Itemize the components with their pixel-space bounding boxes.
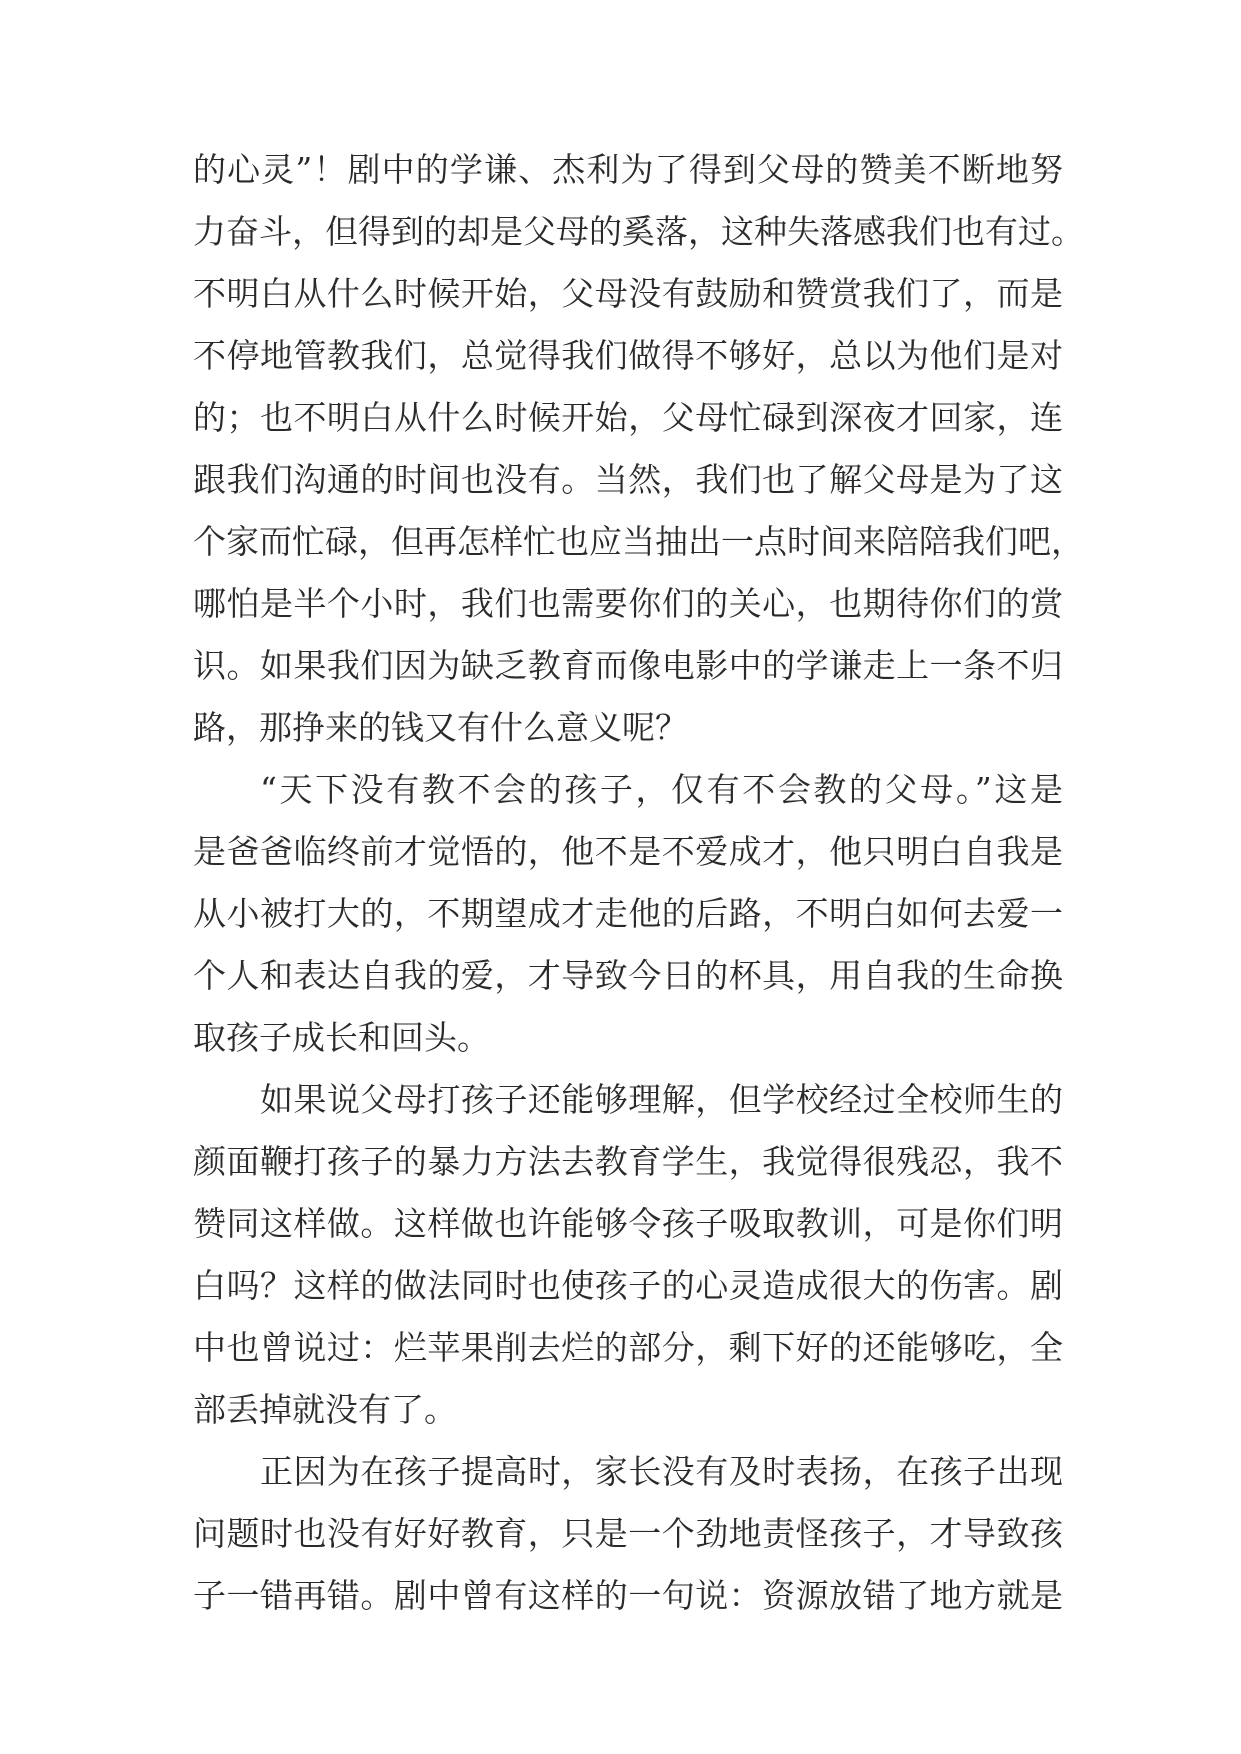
- text-line: 中也曾说过：烂苹果削去烂的部分，剩下好的还能够吃，全: [193, 1328, 1063, 1367]
- paragraph-first-line: 正因为在孩子提高时，家长没有及时表扬，在孩子出现: [260, 1452, 1063, 1491]
- text-line: 个人和表达自我的爱，才导致今日的杯具，用自我的生命换: [193, 956, 1063, 995]
- text-line: 跟我们沟通的时间也没有。当然，我们也了解父母是为了这: [193, 460, 1063, 499]
- text-line: 的；也不明白从什么时候开始，父母忙碌到深夜才回家，连: [193, 398, 1063, 437]
- text-line: 是爸爸临终前才觉悟的，他不是不爱成才，他只明白自我是: [193, 832, 1063, 871]
- text-line: 取孩子成长和回头。: [193, 1018, 490, 1057]
- text-line: 不停地管教我们，总觉得我们做得不够好，总以为他们是对: [193, 336, 1063, 375]
- text-line: 不明白从什么时候开始，父母没有鼓励和赞赏我们了，而是: [193, 274, 1063, 313]
- text-line: 从小被打大的，不期望成才走他的后路，不明白如何去爱一: [193, 894, 1063, 933]
- text-line: 子一错再错。剧中曾有这样的一句说：资源放错了地方就是: [193, 1576, 1063, 1615]
- paragraph-first-line: “天下没有教不会的孩子，仅有不会教的父母。”这是: [260, 770, 1063, 809]
- text-line: 力奋斗，但得到的却是父母的奚落，这种失落感我们也有过。: [193, 212, 1084, 251]
- text-line: 的心灵”！剧中的学谦、杰利为了得到父母的赞美不断地努: [193, 150, 1063, 189]
- text-line: 赞同这样做。这样做也许能够令孩子吸取教训，可是你们明: [193, 1204, 1063, 1243]
- text-line: 识。如果我们因为缺乏教育而像电影中的学谦走上一条不归: [193, 646, 1063, 685]
- paragraph-first-line: 如果说父母打孩子还能够理解，但学校经过全校师生的: [260, 1080, 1063, 1119]
- body-text: [193, 139, 1084, 1627]
- text-line: 哪怕是半个小时，我们也需要你们的关心，也期待你们的赏: [193, 584, 1063, 623]
- text-line: 白吗？这样的做法同时也使孩子的心灵造成很大的伤害。剧: [193, 1266, 1063, 1305]
- text-line: 个家而忙碌，但再怎样忙也应当抽出一点时间来陪陪我们吧，: [193, 522, 1084, 561]
- text-line: 部丢掉就没有了。: [193, 1390, 457, 1429]
- text-line: 颜面鞭打孩子的暴力方法去教育学生，我觉得很残忍，我不: [193, 1142, 1063, 1181]
- text-line: 问题时也没有好好教育，只是一个劲地责怪孩子，才导致孩: [193, 1514, 1063, 1553]
- text-line: 路，那挣来的钱又有什么意义呢？: [193, 708, 688, 747]
